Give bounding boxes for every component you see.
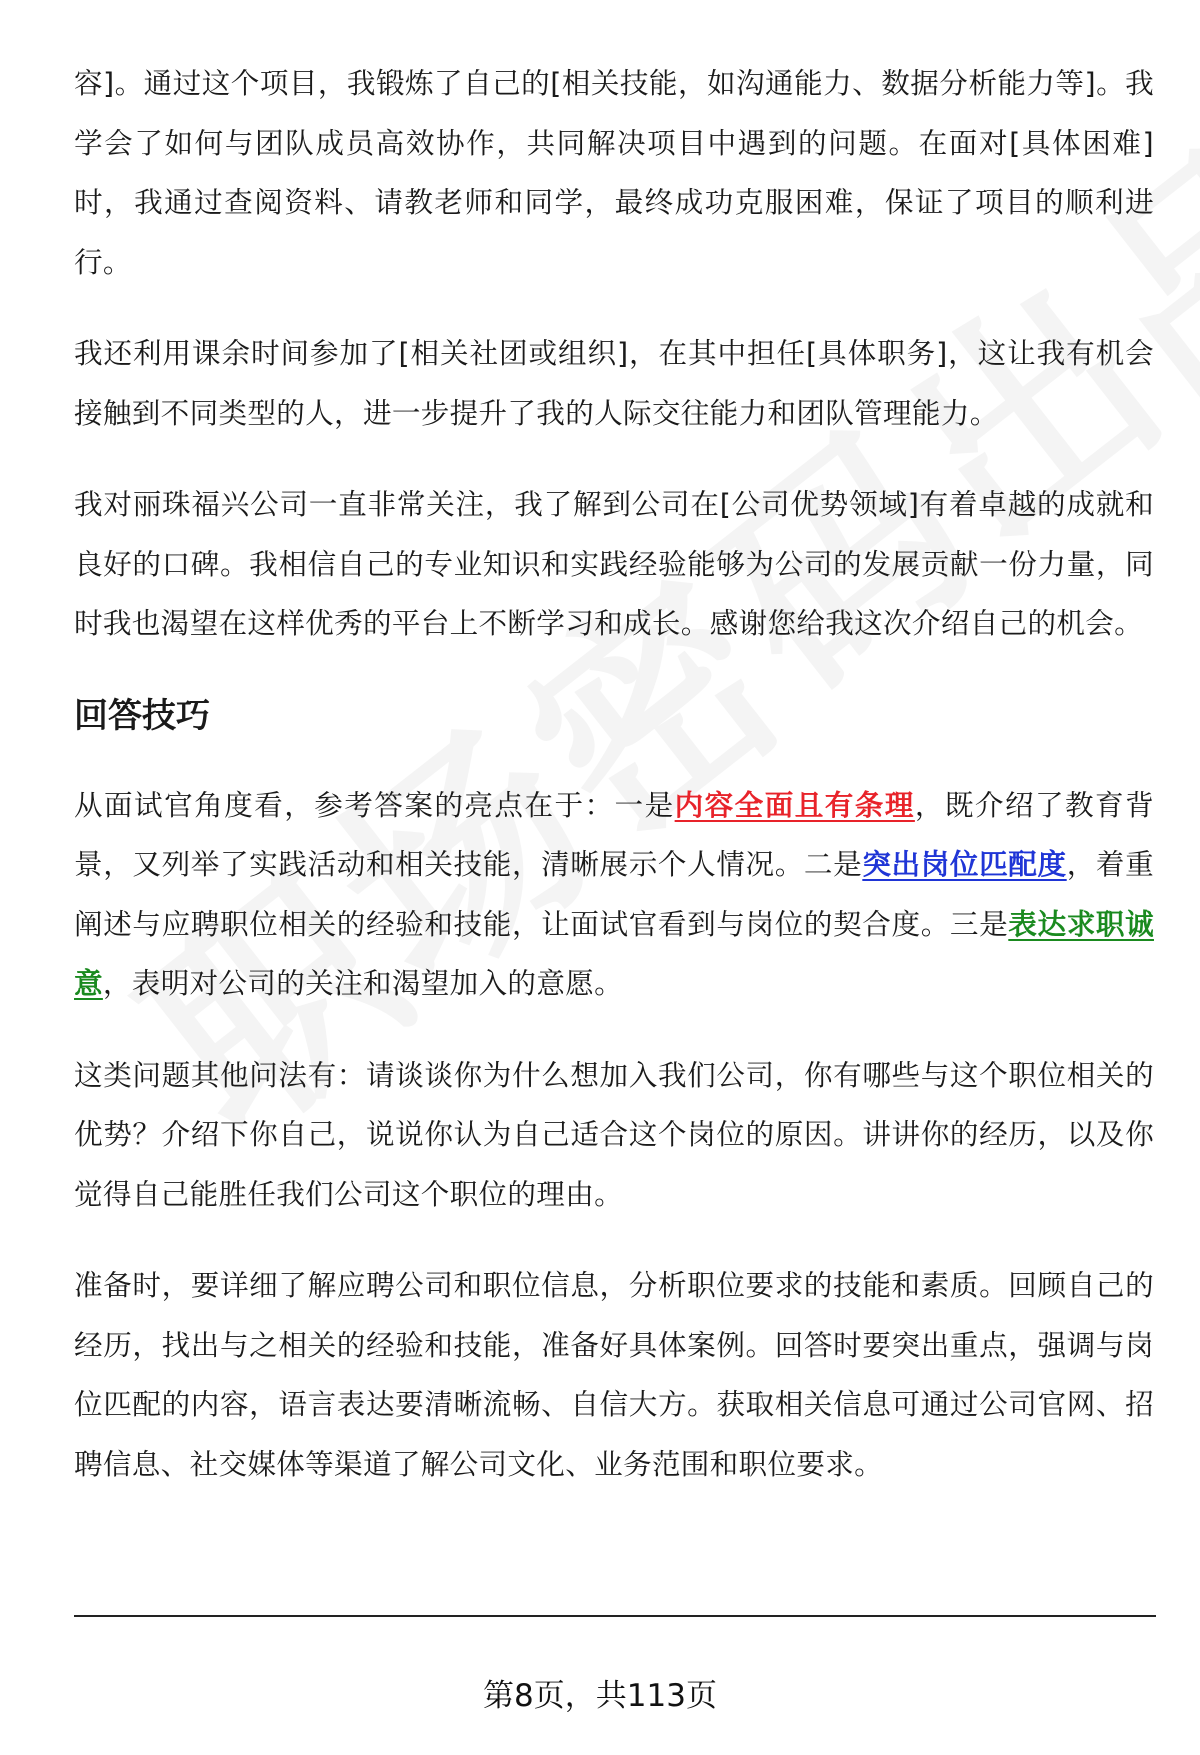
project-paragraph: 容]。通过这个项目，我锻炼了自己的[相关技能，如沟通能力、数据分析能力等]。我学会了如何与团队成员高效协作，共同解决项目中遇到的问题。在面对[具体困难]时，我通过查阅资料、请教老师和同学，最终成功克服困难，保证了项目的顺利进行。 [74,66,1154,279]
page-content [74,54,1154,1526]
club-paragraph: 我还利用课余时间参加了[相关社团或组织]，在其中担任[具体职务]，这让我有机会接触到不同类型的人，进一步提升了我的人际交往能力和团队管理能力。 [74,336,1154,430]
tips-text-3: ，着重阐述与应聘职位相关的经验和技能，让面试官看到与岗位的契合度。三是 [74,847,1154,941]
footer-divider [74,1615,1156,1617]
page-number: 第8页，共113页 [483,1678,717,1714]
section-heading: 回答技巧 [74,695,210,736]
other-questions-paragraph: 这类问题其他问法有：请谈谈你为什么想加入我们公司，你有哪些与这个职位相关的优势？介绍下你自己，说说你认为自己适合这个岗位的原因。讲讲你的经历，以及你觉得自己能胜任我们公司这个职位的理由。 [74,1057,1154,1211]
company-paragraph: 我对丽珠福兴公司一直非常关注，我了解到公司在[公司优势领域]有着卓越的成就和良好的口碑。我相信自己的专业知识和实践经验能够为公司的发展贡献一份力量，同时我也渴望在这样优秀的平台上不断学习和成长。感谢您给我这次介绍自己的机会。 [74,487,1154,640]
preparation-paragraph: 准备时，要详细了解应聘公司和职位信息，分析职位要求的技能和素质。回顾自己的经历，找出与之相关的经验和技能，准备好具体案例。回答时要突出重点，强调与岗位匹配的内容，语言表达要清晰流畅、自信大方。获取相关信息可通过公司官网、招聘信息、社交媒体等渠道了解公司文化、业务范围和职位要求。 [74,1268,1154,1481]
tips-text-1: 从面试官角度看，参考答案的亮点在于：一是 [74,787,675,822]
highlight-job-match: 突出岗位匹配度 [862,847,1067,881]
tips-paragraph [74,776,1154,1014]
highlight-sincerity: 表达求职诚意 [74,906,1154,1000]
tips-text-4: ，表明对公司的关注和渴望加入的意愿。 [102,966,623,1000]
tips-text-2: ，既介绍了教育背景，又列举了实践活动和相关技能，清晰展示个人情况。二是 [74,787,1154,881]
highlight-comprehensive: 内容全面且有条理 [674,787,915,822]
